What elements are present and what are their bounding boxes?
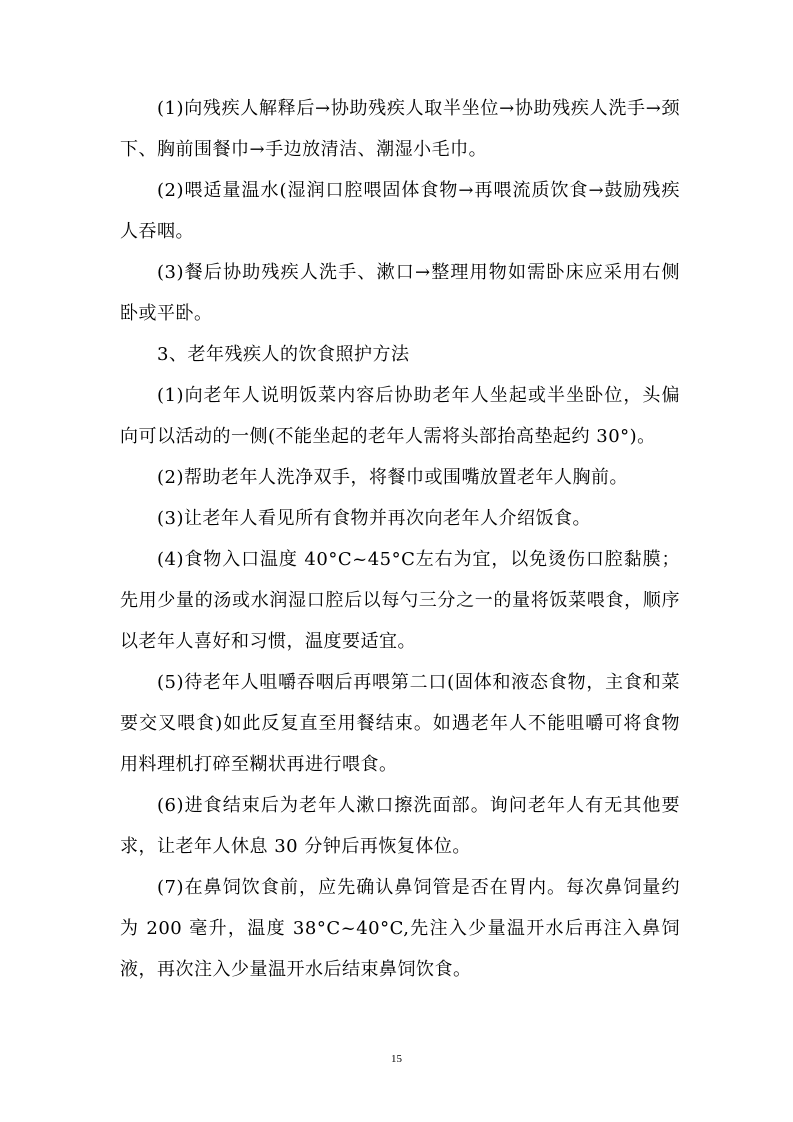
paragraph-elderly-feeding-step-3: (3)让老年人看见所有食物并再次向老年人介绍饭食。 [157, 508, 591, 529]
section-heading-elderly-feeding: 3、老年残疾人的饮食照护方法 [157, 344, 410, 365]
paragraph-elderly-feeding-step-2: (2)帮助老年人洗净双手，将餐巾或围嘴放置老年人胸前。 [157, 467, 628, 488]
paragraph-elderly-feeding-step-6: (6)进食结束后为老年人漱口擦洗面部。询问老年人有无其他要求，让老年人休息 30 分钟后再恢复体位。 [120, 795, 680, 857]
page-body [120, 88, 680, 990]
paragraph-disabled-feeding-step-1: (1)向残疾人解释后→协助残疾人取半坐位→协助残疾人洗手→颈下、胸前围餐巾→手边放清洁、潮湿小毛巾。 [120, 98, 680, 160]
paragraph-elderly-feeding-step-4: (4)食物入口温度 40°C~45°C左右为宜，以免烫伤口腔黏膜；先用少量的汤或水润湿口腔后以每勺三分之一的量将饭菜喂食，顺序以老年人喜好和习惯，温度要适宜。 [120, 549, 680, 652]
paragraph-elderly-feeding-step-1: (1)向老年人说明饭菜内容后协助老年人坐起或半坐卧位，头偏向可以活动的一侧(不能坐起的老年人需将头部抬高垫起约 30°)。 [120, 385, 680, 447]
page-number: 15 [391, 1053, 402, 1065]
paragraph-disabled-feeding-step-2: (2)喂适量温水(湿润口腔喂固体食物→再喂流质饮食→鼓励残疾人吞咽。 [120, 180, 680, 242]
paragraph-elderly-feeding-step-5: (5)待老年人咀嚼吞咽后再喂第二口(固体和液态食物，主食和菜要交叉喂食)如此反复直至用餐结束。如遇老年人不能咀嚼可将食物用料理机打碎至糊状再进行喂食。 [120, 672, 680, 775]
paragraph-elderly-feeding-step-7: (7)在鼻饲饮食前，应先确认鼻饲管是否在胃内。每次鼻饲量约为 200 毫升，温度 38°C~40°C,先注入少量温开水后再注入鼻饲液，再次注入少量温开水后结束鼻饲饮食。 [120, 877, 680, 980]
paragraph-disabled-feeding-step-3: (3)餐后协助残疾人洗手、漱口→整理用物如需卧床应采用右侧卧或平卧。 [120, 262, 680, 324]
